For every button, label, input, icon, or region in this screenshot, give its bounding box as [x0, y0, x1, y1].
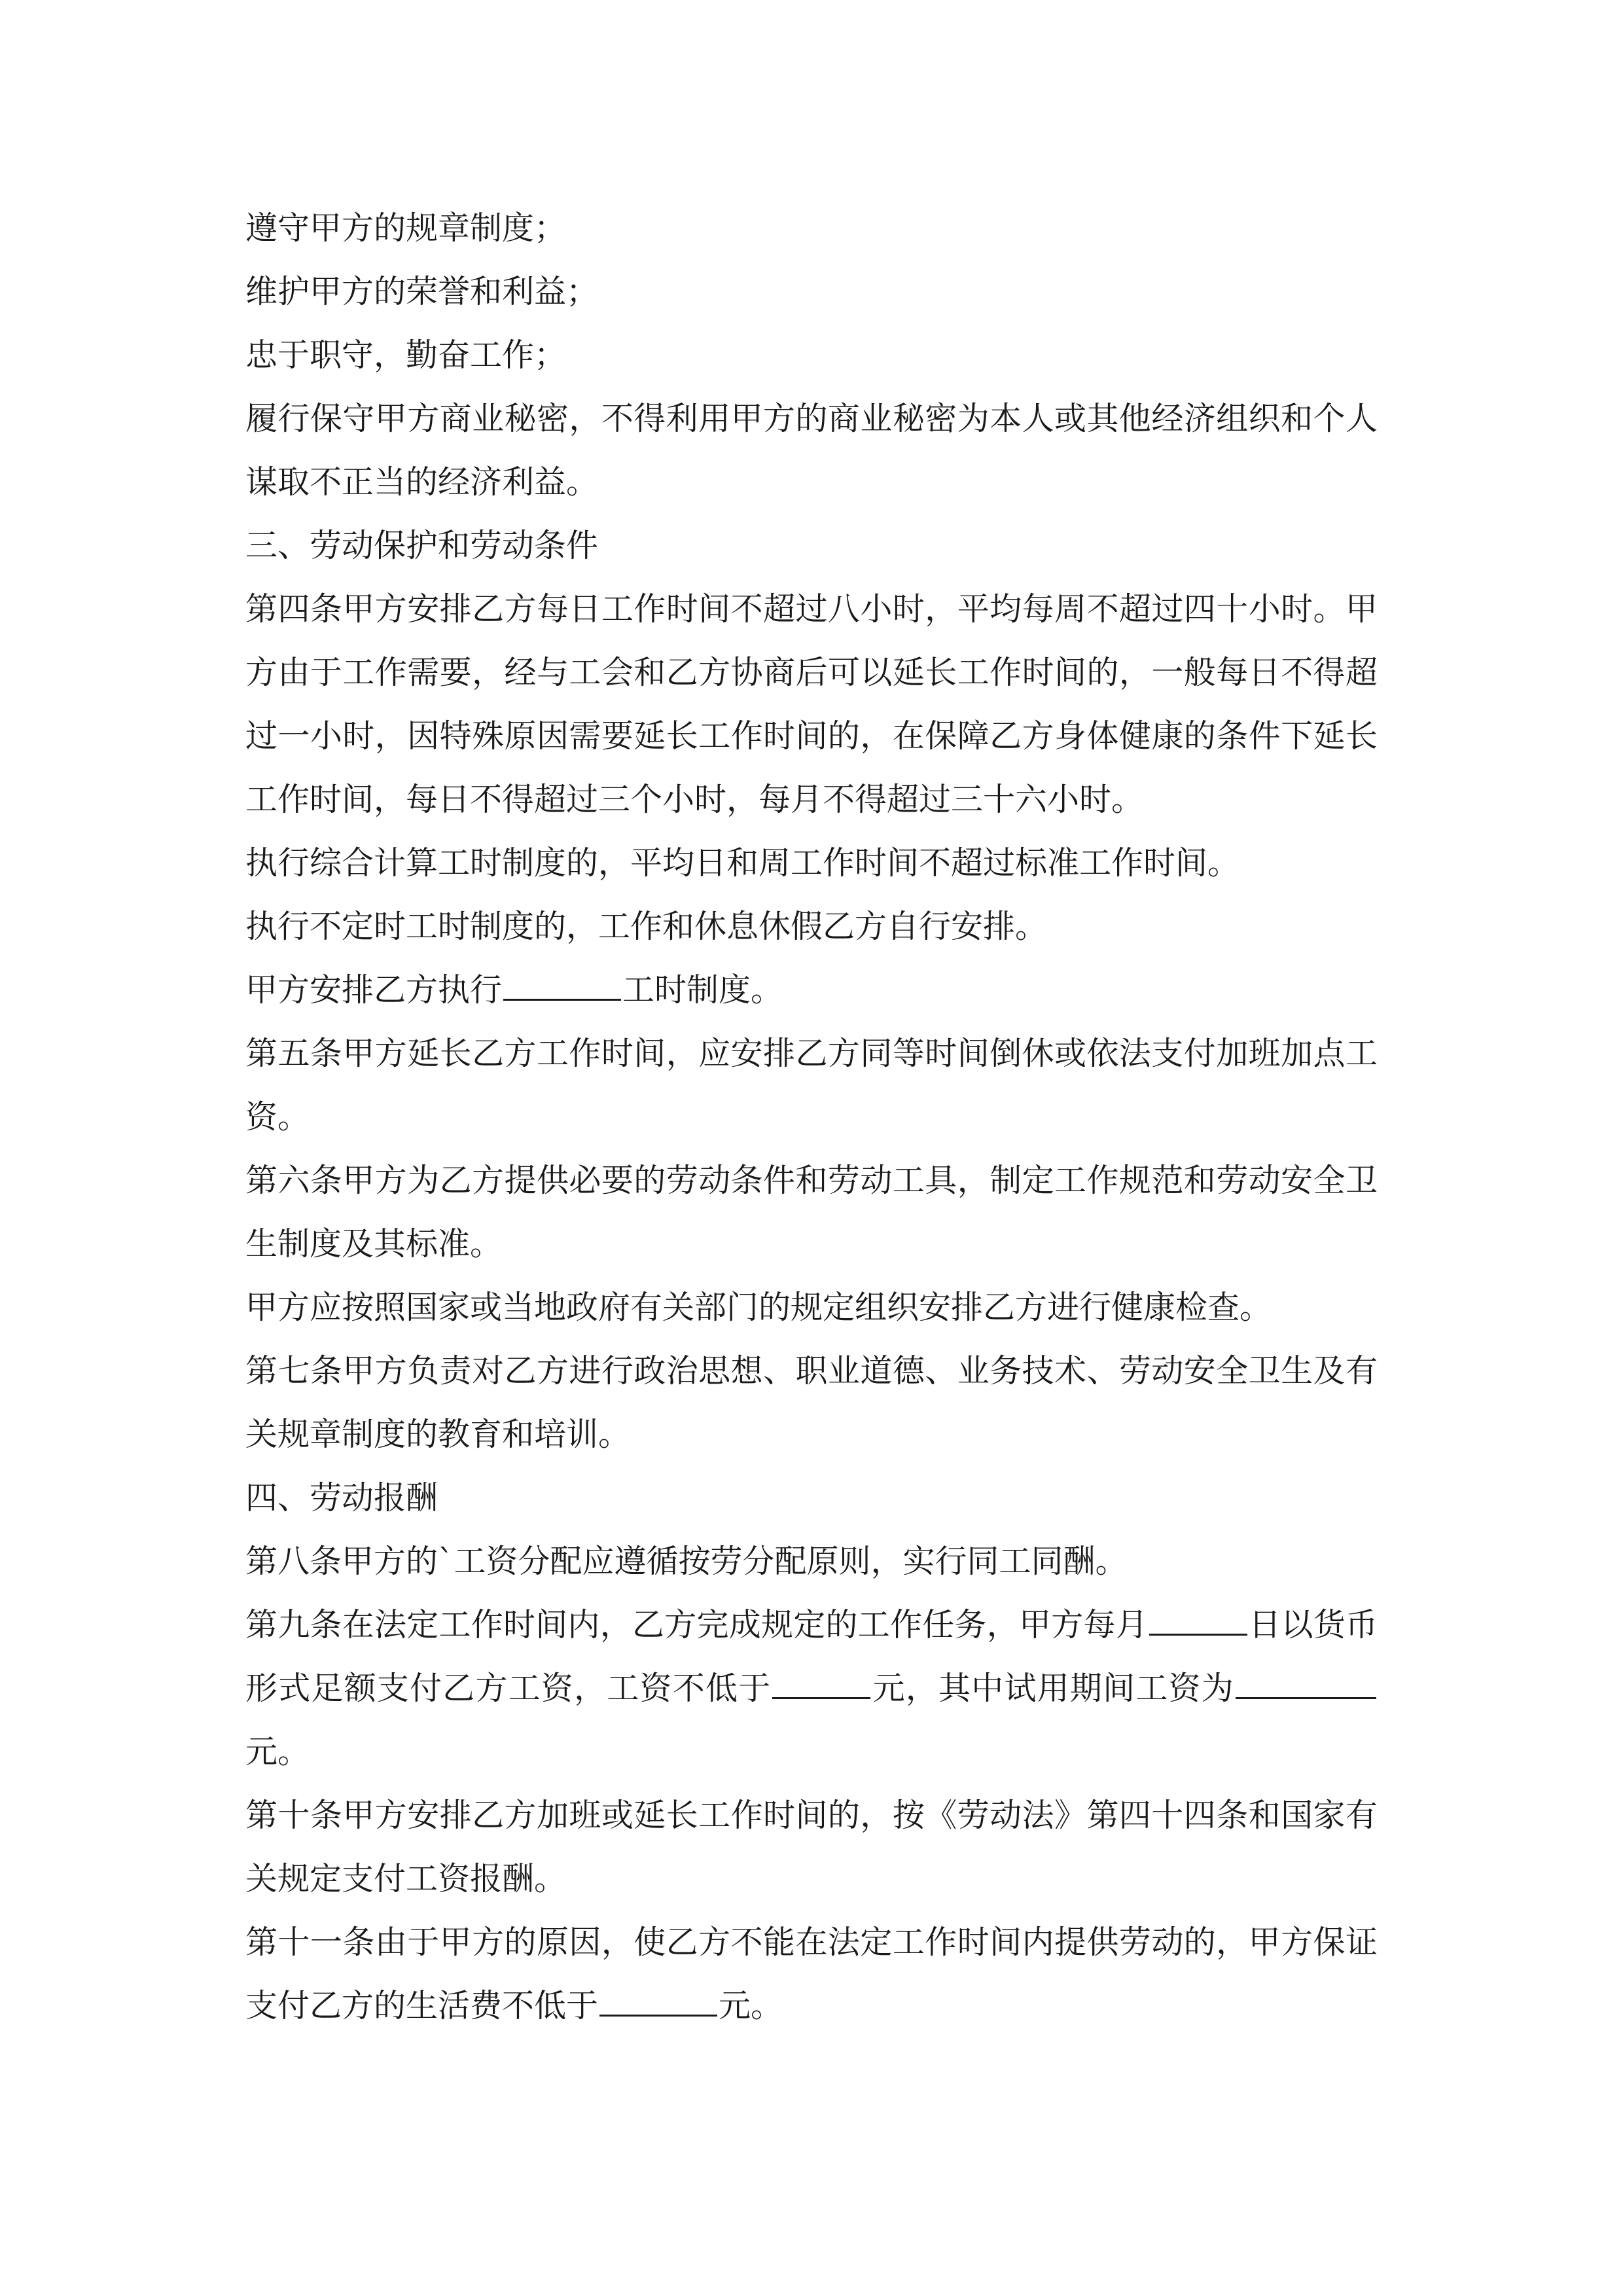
text-fragment: 工时制度。 — [622, 971, 783, 1009]
text-line-with-blank — [245, 958, 1378, 1022]
text-line: 谋取不正当的经济利益。 — [245, 463, 599, 501]
fill-in-blank[interactable] — [503, 970, 621, 1001]
text-line: 维护甲方的荣誉和利益； — [245, 273, 599, 310]
text-line: 关规定支付工资报酬。 — [245, 1860, 567, 1897]
text-fragment: 支付乙方的生活费不低于 — [245, 1987, 599, 2024]
text-line-with-blank — [245, 1593, 1378, 1657]
text-line-with-blank — [245, 1657, 1378, 1720]
text-line: 第六条甲方为乙方提供必要的劳动条件和劳动工具，制定工作规范和劳动安全卫 — [245, 1162, 1378, 1199]
fill-in-blank[interactable] — [1149, 1605, 1247, 1636]
section-heading: 三、劳动保护和劳动条件 — [245, 527, 599, 564]
text-line: 第十一条由于甲方的原因，使乙方不能在法定工作时间内提供劳动的，甲方保证 — [245, 1924, 1378, 1961]
text-line: 执行综合计算工时制度的，平均日和周工作时间不超过标准工作时间。 — [245, 844, 1240, 882]
text-line: 履行保守甲方商业秘密，不得利用甲方的商业秘密为本人或其他经济组织和个人 — [245, 400, 1378, 437]
text-fragment: 第九条在法定工作时间内，乙方完成规定的工作任务，甲方每月 — [245, 1606, 1148, 1643]
fill-in-blank[interactable] — [1236, 1668, 1376, 1699]
document-body — [245, 196, 1378, 2037]
text-line: 执行不定时工时制度的，工作和休息休假乙方自行安排。 — [245, 908, 1048, 945]
text-line: 元。 — [245, 1733, 310, 1770]
text-line: 忠于职守，勤奋工作； — [245, 336, 567, 374]
text-fragment: 甲方安排乙方执行 — [245, 971, 503, 1009]
text-fragment: 形式足额支付乙方工资，工资不低于 — [245, 1670, 772, 1707]
text-line: 第五条甲方延长乙方工作时间，应安排乙方同等时间倒休或依法支付加班加点工 — [245, 1035, 1378, 1072]
text-line: 第八条甲方的`工资分配应遵循按劳分配原则，实行同工同酬。 — [245, 1543, 1128, 1580]
text-line: 关规章制度的教育和培训。 — [245, 1416, 631, 1453]
text-line: 资。 — [245, 1098, 310, 1136]
text-line: 遵守甲方的规章制度； — [245, 209, 567, 247]
text-line: 第十条甲方安排乙方加班或延长工作时间的，按《劳动法》第四十四条和国家有 — [245, 1797, 1378, 1834]
text-fragment: 日以货币 — [1248, 1606, 1378, 1643]
text-line: 第七条甲方负责对乙方进行政治思想、职业道德、业务技术、劳动安全卫生及有 — [245, 1352, 1378, 1390]
fill-in-blank[interactable] — [599, 1986, 717, 2017]
text-fragment: 元。 — [719, 1987, 783, 2024]
text-line: 方由于工作需要，经与工会和乙方协商后可以延长工作时间的，一般每日不得超 — [245, 654, 1378, 691]
text-line-with-blank — [245, 1974, 1378, 2037]
text-line: 生制度及其标准。 — [245, 1225, 503, 1263]
text-fragment: 元，其中试用期间工资为 — [872, 1670, 1234, 1707]
text-line: 第四条甲方安排乙方每日工作时间不超过八小时，平均每周不超过四十小时。甲 — [245, 590, 1378, 628]
text-line: 过一小时，因特殊原因需要延长工作时间的，在保障乙方身体健康的条件下延长 — [245, 717, 1378, 755]
section-heading: 四、劳动报酬 — [245, 1479, 438, 1516]
fill-in-blank[interactable] — [772, 1668, 870, 1699]
text-line: 甲方应按照国家或当地政府有关部门的规定组织安排乙方进行健康检查。 — [245, 1289, 1272, 1326]
text-line: 工作时间，每日不得超过三个小时，每月不得超过三十六小时。 — [245, 781, 1144, 818]
